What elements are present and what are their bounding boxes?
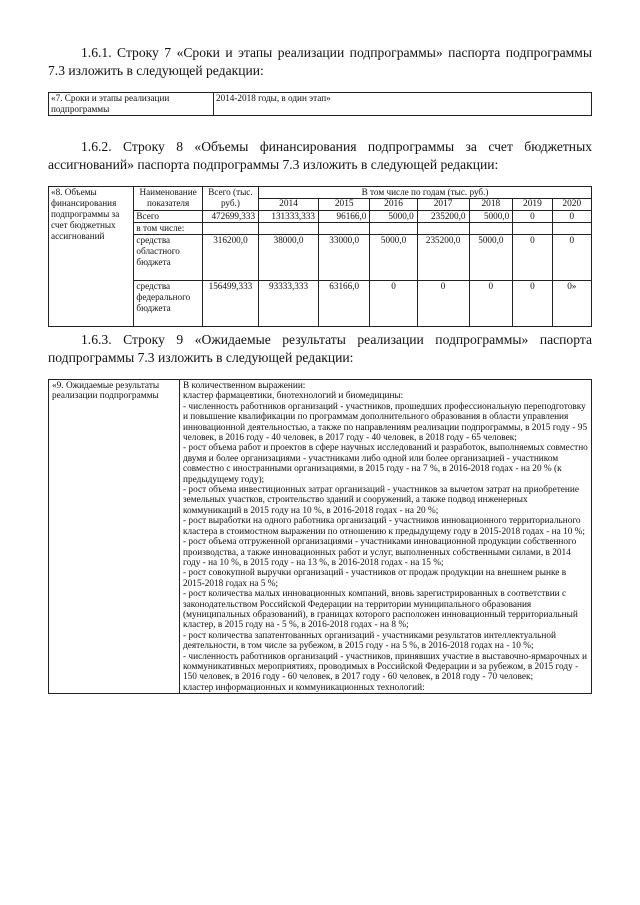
row-value: 38000,0 (259, 235, 319, 281)
column-header-years-group: В том числе по годам (тыс. руб.) (259, 187, 592, 199)
row-value: 5000,0 (469, 211, 513, 223)
table-cell-label: «7. Сроки и этапы реализации подпрограммы (49, 93, 214, 116)
result-line: - численность работников организаций - участников, принявших участие в выставочно-ярмарочных и коммуникативных мероприятиях, проводимых в Российской Федерации и за рубежом, в 2015 году - 150 человек, в 2016 году - 60 человек, в 2017 году - 60 человек, в 2018 году - 70 человек; (183, 651, 587, 683)
row-total: 316200,0 (202, 235, 258, 281)
result-line: - рост объема инвестиционных затрат организаций - участников за вычетом затрат на приобретение земельных участков, строительство зданий и сооружений, а также подвод инженерных коммуникаций в 2015 году на 10 %, в 2016-2018 годах - на 20 %; (183, 485, 579, 516)
row-value: 96166,0 (319, 211, 370, 223)
row-value: 0 (513, 235, 552, 281)
row-value: 0 (552, 211, 591, 223)
row-value: 0 (469, 281, 513, 327)
result-line: - численность работников организаций - участников, прошедших профессиональную переподготовку и повышение квалификации по программам дополнительного образования в области управления инновационной деятельностью, а также по направлениям реализации подпрограммы, в 2015 году - 95 человек, в 2016 году - 40 человек, в 2017 году - 40 человек, в 2018 году - 65 человек; (183, 401, 588, 444)
year-header: 2017 (417, 199, 469, 211)
table-funding (48, 186, 592, 327)
table-cell-results (180, 380, 592, 694)
row-value: 131333,333 (259, 211, 319, 223)
row-name: Всего (134, 211, 202, 223)
row-value: 235200,0 (417, 235, 469, 281)
row-value: 235200,0 (417, 211, 469, 223)
row-value: 0 (417, 281, 469, 327)
result-line: - рост количества малых инновационных компаний, вновь зарегистрированных в соответствии с законодательством Российской Федерации на территории муниципального образования (муниципальных образований), в границах которого расположен инновационный территориальный кластер, в 2015 году на - 5 %, в 2016-2018 годах - на 8 %; (183, 589, 578, 631)
paragraph-1-6-1: 1.6.1. Строку 7 «Сроки и этапы реализации подпрограммы» паспорта подпрограммы 7.3 изложить в следующей редакции: (48, 45, 592, 78)
row-value: 0 (513, 281, 552, 327)
row-value: 0 (370, 281, 417, 327)
row-value: 0 (552, 235, 591, 281)
row-value: 63166,0 (319, 281, 370, 327)
result-line: - рост выработки на одного работника организаций - участников инновационного территориального кластера в стоимостном выражении по отношению к предыдущему году в 2015-2018 годах - на 10 %; (183, 516, 585, 537)
row-total: 472699,333 (202, 211, 258, 223)
row-value: 0» (552, 281, 591, 327)
table-cell-label: «8. Объемы финансирования подпрограммы за счет бюджетных ассигнований (49, 187, 134, 327)
row-value: 33000,0 (319, 235, 370, 281)
result-line: кластер фармацевтики, биотехнологий и биомедицины: (183, 391, 404, 402)
result-line: - рост объема отгруженной организациями - участниками инновационной продукции собственного производства, а также инновационных работ и услуг, выполненных собственными силами, в 2014 году - на 10 %, в 2015 году - на 13 %, в 2016-2018 годах - на 15 %; (183, 537, 577, 568)
year-header: 2015 (319, 199, 370, 211)
paragraph-1-6-3: 1.6.3. Строку 9 «Ожидаемые результаты реализации подпрограммы» паспорта подпрограммы 7.3 изложить в следующей редакции: (48, 332, 592, 365)
row-value: 0 (513, 211, 552, 223)
table-expected-results (48, 379, 592, 694)
row-name: средства областного бюджета (134, 235, 202, 281)
year-header: 2014 (259, 199, 319, 211)
table-cell-value: 2014-2018 годы, в один этап» (214, 93, 592, 116)
row-name: средства федерального бюджета (134, 281, 202, 327)
column-header-name: Наименование показателя (134, 187, 202, 211)
table-cell-label: «9. Ожидаемые результаты реализации подпрограммы (49, 380, 180, 694)
year-header: 2016 (370, 199, 417, 211)
year-header: 2020 (552, 199, 591, 211)
year-header: 2018 (469, 199, 513, 211)
year-header: 2019 (513, 199, 552, 211)
row-name: в том числе: (134, 223, 202, 235)
result-line: кластер информационных и коммуникационных технологий: (183, 682, 425, 693)
row-value: 5000,0 (469, 235, 513, 281)
result-line: - рост количества запатентованных организаций - участниками результатов интеллектуальной деятельности, в том числе за рубежом, в 2015 году - на 5 %, в 2016-2018 годах на - 10 %; (183, 630, 556, 652)
table-row-7-terms (48, 92, 592, 116)
paragraph-1-6-2: 1.6.2. Строку 8 «Объемы финансирования подпрограммы за счет бюджетных ассигнований» паспорта подпрограммы 7.3 изложить в следующей редакции: (48, 139, 592, 172)
row-value: 93333,333 (259, 281, 319, 327)
column-header-total: Всего (тыс. руб.) (202, 187, 258, 211)
row-total: 156499,333 (202, 281, 258, 327)
row-value: 5000,0 (370, 211, 417, 223)
result-line: - рост совокупной выручки организаций - участников от продаж продукции на внешнем рынке в 2015-2018 годах на 5 %; (183, 568, 567, 589)
result-line: В количественном выражении: (183, 381, 306, 391)
row-value: 5000,0 (370, 235, 417, 281)
result-line: - рост объема работ и проектов в сфере научных исследований и разработок, выполняемых совместно двумя и более организациями - участниками либо одной или более организацией - участником совместно с иностранными организациями, в 2015 году - на 7 %, в 2016-2018 годах - на 20 % (к предыдущему году); (183, 443, 588, 485)
